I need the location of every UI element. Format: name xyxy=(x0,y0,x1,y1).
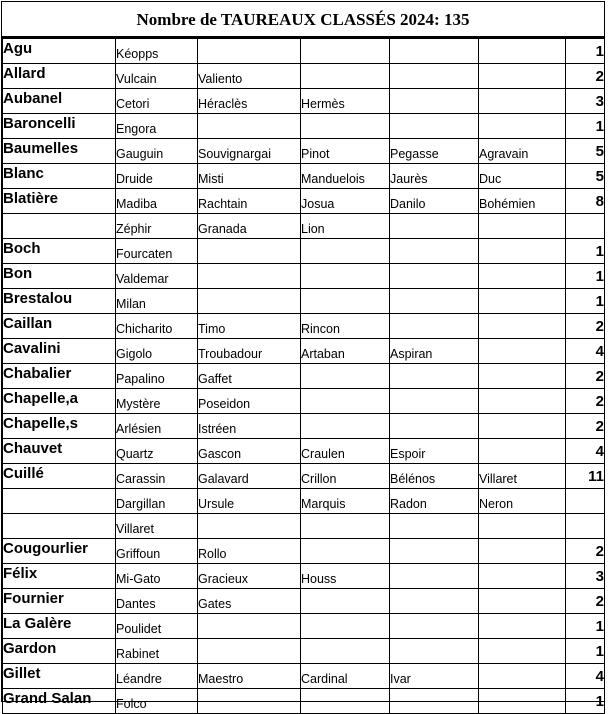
bull-name-cell[interactable] xyxy=(390,639,479,664)
bull-name-cell[interactable]: Josua xyxy=(301,189,390,214)
count-cell[interactable]: 3 xyxy=(566,89,605,114)
owner-cell[interactable]: Agu xyxy=(3,39,116,64)
count-cell[interactable]: 1 xyxy=(566,689,605,714)
spreadsheet-sheet xyxy=(1,1,605,711)
bull-name-cell[interactable]: Jaurès xyxy=(390,164,479,189)
count-cell[interactable]: 11 xyxy=(566,464,605,489)
count-cell[interactable]: 1 xyxy=(566,114,605,139)
sheet-title: Nombre de TAUREAUX CLASSÉS 2024: 135 xyxy=(2,2,604,38)
bull-name-cell[interactable] xyxy=(479,439,566,464)
table-row xyxy=(3,214,605,239)
bull-name-cell[interactable] xyxy=(198,114,301,139)
owner-cell[interactable]: Fournier xyxy=(3,589,116,614)
bull-name-cell[interactable]: Villaret xyxy=(116,514,198,539)
count-cell[interactable]: 5 xyxy=(566,139,605,164)
bull-name-cell[interactable] xyxy=(301,39,390,64)
bull-name-cell[interactable] xyxy=(390,414,479,439)
bull-name-cell[interactable]: Pinot xyxy=(301,139,390,164)
bull-name-cell[interactable]: Dargillan xyxy=(116,489,198,514)
bull-name-cell[interactable] xyxy=(390,539,479,564)
bull-name-cell[interactable] xyxy=(479,389,566,414)
bull-name-cell[interactable] xyxy=(479,364,566,389)
bull-name-cell[interactable] xyxy=(479,539,566,564)
bull-name-cell[interactable]: Valiento xyxy=(198,64,301,89)
owner-cell[interactable]: Blatière xyxy=(3,189,116,214)
bull-name-cell[interactable]: Marquis xyxy=(301,489,390,514)
count-cell[interactable]: 5 xyxy=(566,164,605,189)
owner-cell[interactable]: Boch xyxy=(3,239,116,264)
table-row xyxy=(3,539,605,564)
bull-name-cell[interactable] xyxy=(479,114,566,139)
bull-name-cell[interactable]: Duc xyxy=(479,164,566,189)
bull-name-cell[interactable]: Cardinal xyxy=(301,664,390,689)
owner-cell[interactable]: Cavalini xyxy=(3,339,116,364)
bull-name-cell[interactable]: Rachtain xyxy=(198,189,301,214)
bull-name-cell[interactable]: Engora xyxy=(116,114,198,139)
bull-name-cell[interactable]: Dantes xyxy=(116,589,198,614)
owner-cell[interactable]: Chabalier xyxy=(3,364,116,389)
bull-name-cell[interactable] xyxy=(479,214,566,239)
bull-name-cell[interactable] xyxy=(390,564,479,589)
table-row xyxy=(3,514,605,539)
owner-cell[interactable]: Caillan xyxy=(3,314,116,339)
bull-name-cell[interactable] xyxy=(479,689,566,714)
bull-name-cell[interactable]: Manduelois xyxy=(301,164,390,189)
bull-name-cell[interactable]: Istréen xyxy=(198,414,301,439)
bull-name-cell[interactable]: Griffoun xyxy=(116,539,198,564)
owner-cell[interactable]: Félix xyxy=(3,564,116,589)
owner-cell[interactable]: Gillet xyxy=(3,664,116,689)
bull-name-cell[interactable]: Danilo xyxy=(390,189,479,214)
bull-name-cell[interactable] xyxy=(479,89,566,114)
table-row xyxy=(3,614,605,639)
count-cell[interactable]: 4 xyxy=(566,339,605,364)
bull-name-cell[interactable] xyxy=(479,514,566,539)
owner-cell[interactable]: Chapelle,a xyxy=(3,389,116,414)
owner-cell[interactable]: Baroncelli xyxy=(3,114,116,139)
table-row xyxy=(3,264,605,289)
bull-name-cell[interactable] xyxy=(479,314,566,339)
count-cell[interactable]: 1 xyxy=(566,264,605,289)
table-row xyxy=(3,139,605,164)
count-cell[interactable]: 2 xyxy=(566,414,605,439)
bull-name-cell[interactable]: Gigolo xyxy=(116,339,198,364)
bull-name-cell[interactable] xyxy=(301,364,390,389)
table-row xyxy=(3,689,605,714)
bull-name-cell[interactable] xyxy=(301,389,390,414)
bull-name-cell[interactable]: Quartz xyxy=(116,439,198,464)
bull-name-cell[interactable] xyxy=(390,289,479,314)
bull-name-cell[interactable] xyxy=(479,39,566,64)
count-cell[interactable]: 2 xyxy=(566,64,605,89)
table-row xyxy=(3,664,605,689)
bull-name-cell[interactable] xyxy=(479,239,566,264)
table-row xyxy=(3,639,605,664)
bull-name-cell[interactable] xyxy=(301,239,390,264)
table-row xyxy=(3,114,605,139)
bull-name-cell[interactable] xyxy=(479,264,566,289)
bull-name-cell[interactable]: Houss xyxy=(301,564,390,589)
bull-name-cell[interactable]: Pegasse xyxy=(390,139,479,164)
bull-name-cell[interactable] xyxy=(390,589,479,614)
count-cell[interactable]: 4 xyxy=(566,664,605,689)
bull-name-cell[interactable]: Souvignargai xyxy=(198,139,301,164)
bull-name-cell[interactable] xyxy=(198,39,301,64)
bull-name-cell[interactable] xyxy=(390,239,479,264)
owner-cell[interactable]: Aubanel xyxy=(3,89,116,114)
count-cell[interactable]: 8 xyxy=(566,189,605,214)
bull-name-cell[interactable] xyxy=(479,614,566,639)
bull-name-cell[interactable]: Mystère xyxy=(116,389,198,414)
table-row xyxy=(3,314,605,339)
bull-name-cell[interactable] xyxy=(479,589,566,614)
bull-name-cell[interactable] xyxy=(390,614,479,639)
bull-name-cell[interactable] xyxy=(198,639,301,664)
bull-name-cell[interactable]: Aspiran xyxy=(390,339,479,364)
bull-name-cell[interactable]: Crillon xyxy=(301,464,390,489)
bull-name-cell[interactable]: Hermès xyxy=(301,89,390,114)
bull-name-cell[interactable]: Druide xyxy=(116,164,198,189)
owner-cell[interactable]: Gardon xyxy=(3,639,116,664)
table-row xyxy=(3,89,605,114)
table-row xyxy=(3,389,605,414)
bull-name-cell[interactable] xyxy=(390,64,479,89)
bull-name-cell[interactable] xyxy=(301,64,390,89)
bull-name-cell[interactable] xyxy=(301,539,390,564)
bull-name-cell[interactable]: Ursule xyxy=(198,489,301,514)
bull-name-cell[interactable] xyxy=(198,614,301,639)
count-cell[interactable]: 1 xyxy=(566,239,605,264)
bull-name-cell[interactable]: Craulen xyxy=(301,439,390,464)
table-row xyxy=(3,464,605,489)
owner-cell[interactable]: Cuillé xyxy=(3,464,116,489)
table-row xyxy=(3,414,605,439)
bull-name-cell[interactable] xyxy=(390,364,479,389)
count-cell[interactable]: 1 xyxy=(566,39,605,64)
bull-name-cell[interactable] xyxy=(301,589,390,614)
table-row xyxy=(3,489,605,514)
bull-name-cell[interactable]: Timo xyxy=(198,314,301,339)
bull-name-cell[interactable] xyxy=(390,514,479,539)
bull-name-cell[interactable]: Gauguin xyxy=(116,139,198,164)
bull-name-cell[interactable] xyxy=(301,614,390,639)
bull-name-cell[interactable]: Maestro xyxy=(198,664,301,689)
bull-name-cell[interactable] xyxy=(390,314,479,339)
bull-name-cell[interactable] xyxy=(479,64,566,89)
bull-name-cell[interactable]: Vulcain xyxy=(116,64,198,89)
bull-name-cell[interactable]: Kéopps xyxy=(116,39,198,64)
bull-name-cell[interactable] xyxy=(301,289,390,314)
count-cell[interactable]: 3 xyxy=(566,564,605,589)
owner-cell[interactable] xyxy=(3,514,116,539)
bull-name-cell[interactable] xyxy=(390,114,479,139)
count-cell[interactable]: 2 xyxy=(566,389,605,414)
count-cell[interactable]: 4 xyxy=(566,439,605,464)
owner-cell[interactable] xyxy=(3,214,116,239)
count-cell[interactable]: 2 xyxy=(566,314,605,339)
bull-name-cell[interactable]: Chicharito xyxy=(116,314,198,339)
owner-cell[interactable]: Blanc xyxy=(3,164,116,189)
bull-name-cell[interactable]: Agravain xyxy=(479,139,566,164)
bull-name-cell[interactable]: Léandre xyxy=(116,664,198,689)
bull-name-cell[interactable]: Rabinet xyxy=(116,639,198,664)
bull-name-cell[interactable] xyxy=(301,689,390,714)
bull-name-cell[interactable] xyxy=(479,564,566,589)
owner-cell[interactable]: Chauvet xyxy=(3,439,116,464)
count-cell[interactable]: 1 xyxy=(566,614,605,639)
bull-name-cell[interactable]: Villaret xyxy=(479,464,566,489)
table-row xyxy=(3,339,605,364)
table-row xyxy=(3,439,605,464)
bulls-table xyxy=(2,38,605,714)
bull-name-cell[interactable]: Gaffet xyxy=(198,364,301,389)
bull-name-cell[interactable]: Bohémien xyxy=(479,189,566,214)
bull-name-cell[interactable] xyxy=(301,114,390,139)
bull-name-cell[interactable] xyxy=(198,289,301,314)
bull-name-cell[interactable]: Bélénos xyxy=(390,464,479,489)
bull-name-cell[interactable] xyxy=(479,339,566,364)
bull-name-cell[interactable]: Poulidet xyxy=(116,614,198,639)
bull-name-cell[interactable] xyxy=(301,414,390,439)
bull-name-cell[interactable]: Arlésien xyxy=(116,414,198,439)
bull-name-cell[interactable]: Troubadour xyxy=(198,339,301,364)
table-row xyxy=(3,164,605,189)
bull-name-cell[interactable] xyxy=(198,264,301,289)
bull-name-cell[interactable]: Espoir xyxy=(390,439,479,464)
bull-name-cell[interactable]: Poseidon xyxy=(198,389,301,414)
table-row xyxy=(3,189,605,214)
bull-name-cell[interactable] xyxy=(390,389,479,414)
bull-name-cell[interactable]: Héraclès xyxy=(198,89,301,114)
bull-name-cell[interactable]: Valdemar xyxy=(116,264,198,289)
bull-name-cell[interactable]: Lion xyxy=(301,214,390,239)
owner-cell[interactable]: Baumelles xyxy=(3,139,116,164)
table-row xyxy=(3,364,605,389)
owner-cell[interactable]: La Galère xyxy=(3,614,116,639)
table-row xyxy=(3,39,605,64)
owner-cell[interactable]: Grand Salan xyxy=(3,689,116,714)
bull-name-cell[interactable] xyxy=(479,664,566,689)
bull-name-cell[interactable]: Cetori xyxy=(116,89,198,114)
bull-name-cell[interactable] xyxy=(390,89,479,114)
bull-name-cell[interactable] xyxy=(479,414,566,439)
bull-name-cell[interactable] xyxy=(390,39,479,64)
bull-name-cell[interactable] xyxy=(198,514,301,539)
bull-name-cell[interactable]: Gates xyxy=(198,589,301,614)
count-cell[interactable]: 1 xyxy=(566,289,605,314)
bull-name-cell[interactable]: Madiba xyxy=(116,189,198,214)
owner-cell[interactable]: Bon xyxy=(3,264,116,289)
bull-name-cell[interactable] xyxy=(198,689,301,714)
bull-name-cell[interactable]: Ivar xyxy=(390,664,479,689)
count-cell[interactable] xyxy=(566,489,605,514)
bull-name-cell[interactable]: Granada xyxy=(198,214,301,239)
bull-name-cell[interactable] xyxy=(301,264,390,289)
bull-name-cell[interactable] xyxy=(198,239,301,264)
bull-name-cell[interactable] xyxy=(390,689,479,714)
bull-name-cell[interactable]: Galavard xyxy=(198,464,301,489)
bull-name-cell[interactable]: Carassin xyxy=(116,464,198,489)
table-row xyxy=(3,64,605,89)
owner-cell[interactable]: Cougourlier xyxy=(3,539,116,564)
bull-name-cell[interactable] xyxy=(301,639,390,664)
bull-name-cell[interactable]: Artaban xyxy=(301,339,390,364)
bull-name-cell[interactable]: Rincon xyxy=(301,314,390,339)
count-cell[interactable]: 2 xyxy=(566,364,605,389)
bull-name-cell[interactable]: Rollo xyxy=(198,539,301,564)
owner-cell[interactable]: Chapelle,s xyxy=(3,414,116,439)
bull-name-cell[interactable] xyxy=(479,289,566,314)
bull-name-cell[interactable]: Radon xyxy=(390,489,479,514)
bull-name-cell[interactable] xyxy=(390,214,479,239)
bull-name-cell[interactable]: Zéphir xyxy=(116,214,198,239)
count-cell[interactable] xyxy=(566,214,605,239)
table-row xyxy=(3,564,605,589)
bull-name-cell[interactable]: Neron xyxy=(479,489,566,514)
bull-name-cell[interactable] xyxy=(479,639,566,664)
owner-cell[interactable]: Brestalou xyxy=(3,289,116,314)
bull-name-cell[interactable] xyxy=(301,514,390,539)
bull-name-cell[interactable]: Milan xyxy=(116,289,198,314)
bull-name-cell[interactable]: Fourcaten xyxy=(116,239,198,264)
bull-name-cell[interactable]: Mi-Gato xyxy=(116,564,198,589)
count-cell[interactable]: 2 xyxy=(566,589,605,614)
bull-name-cell[interactable]: Gracieux xyxy=(198,564,301,589)
bull-name-cell[interactable]: Misti xyxy=(198,164,301,189)
bull-name-cell[interactable]: Gascon xyxy=(198,439,301,464)
table-row xyxy=(3,239,605,264)
bull-name-cell[interactable] xyxy=(390,264,479,289)
owner-cell[interactable] xyxy=(3,489,116,514)
bull-name-cell[interactable]: Folco xyxy=(116,689,198,714)
bull-name-cell[interactable]: Papalino xyxy=(116,364,198,389)
table-row xyxy=(3,289,605,314)
table-row xyxy=(3,589,605,614)
owner-cell[interactable]: Allard xyxy=(3,64,116,89)
count-cell[interactable]: 1 xyxy=(566,639,605,664)
count-cell[interactable]: 2 xyxy=(566,539,605,564)
count-cell[interactable] xyxy=(566,514,605,539)
